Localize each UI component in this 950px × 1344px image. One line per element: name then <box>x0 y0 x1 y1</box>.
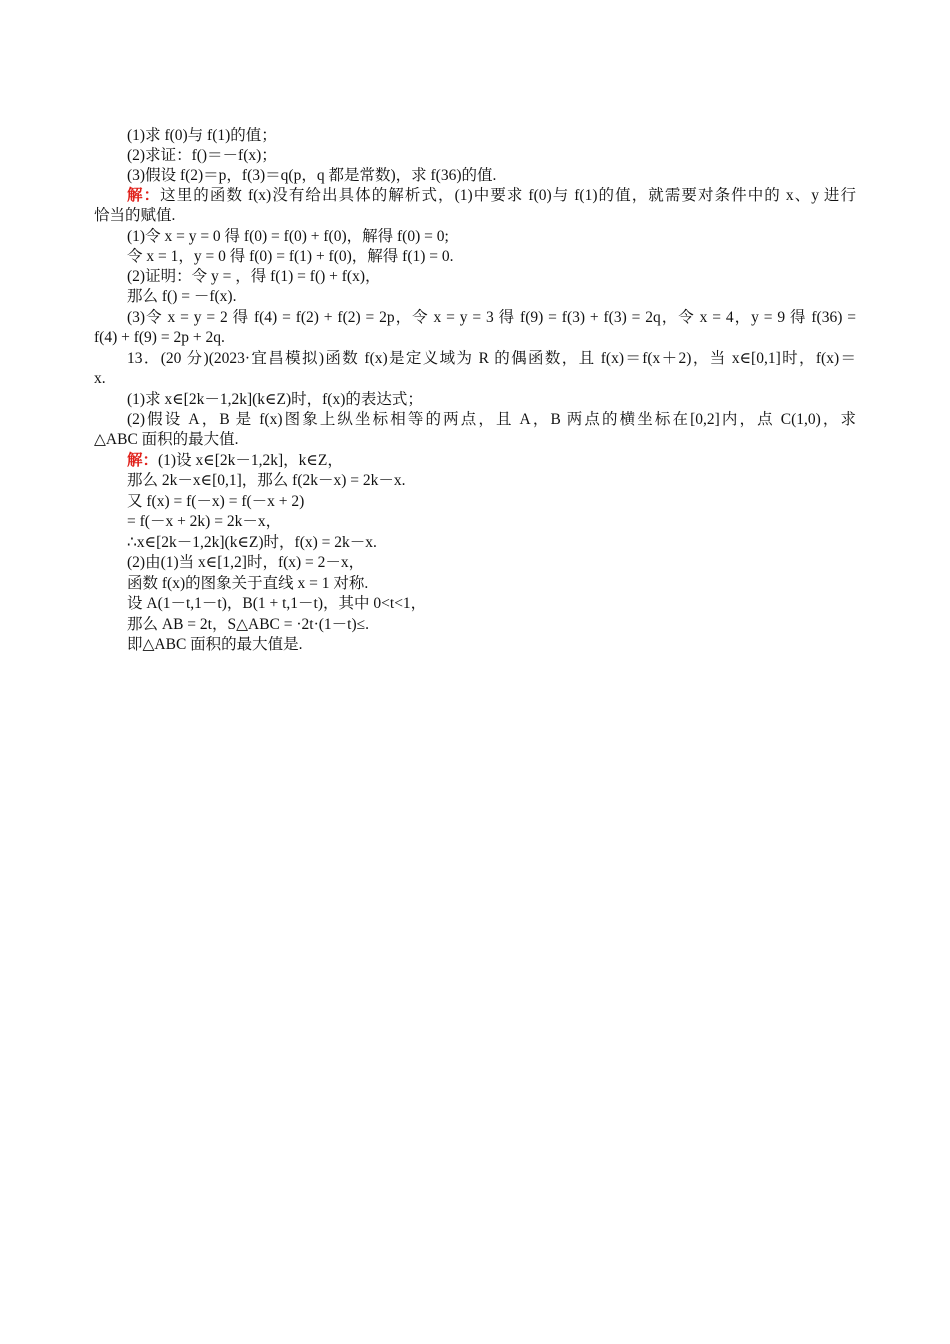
text-line: 那么 AB = 2t，S△ABC = ·2t·(1－t)≤. <box>127 616 369 633</box>
text-line: 那么 f() = －f(x). <box>127 288 237 305</box>
solution-label: 解： <box>127 452 159 469</box>
text-line: 即△ABC 面积的最大值是. <box>127 636 303 653</box>
text-line: (2)证明：令 y = ，得 f(1) = f() + f(x)， <box>127 268 381 285</box>
text-line: 那么 2k－x∈[0,1]，那么 f(2k－x) = 2k－x. <box>127 472 406 489</box>
text-line: (2)假设 A，B 是 f(x)图象上纵坐标相等的两点，且 A，B 两点的横坐标在[0,2]内，点 C(1,0)，求 <box>127 411 856 428</box>
text-line: (1)求 x∈[2k－1,2k](k∈Z)时，f(x)的表达式； <box>127 391 423 408</box>
text-line: 函数 f(x)的图象关于直线 x = 1 对称. <box>127 575 369 592</box>
text-line: (3)假设 f(2)＝p，f(3)＝q(p，q 都是常数)，求 f(36)的值. <box>127 167 497 184</box>
text-line: x. <box>94 370 106 387</box>
text-line: = f(－x + 2k) = 2k－x， <box>127 513 282 530</box>
solution-label: 解： <box>127 187 161 204</box>
text-line: (2)求证：f()＝－f(x)； <box>127 147 277 164</box>
text-line: 令 x = 1，y = 0 得 f(0) = f(1) + f(0)，解得 f(1) = 0. <box>127 248 454 265</box>
text-line: 又 f(x) = f(－x) = f(－x + 2) <box>127 493 305 510</box>
text-line: 设 A(1－t,1－t)，B(1 + t,1－t)，其中 0<t<1， <box>127 595 427 612</box>
text-line: (2)由(1)当 x∈[1,2]时，f(x) = 2－x， <box>127 554 365 571</box>
text-line: (1)令 x = y = 0 得 f(0) = f(0) + f(0)，解得 f(0) = 0; <box>127 228 449 245</box>
text-line: (3)令 x = y = 2 得 f(4) = f(2) + f(2) = 2p，令 x = y = 3 得 f(9) = f(3) + f(3) = 2q，令 x = 4，y = 9 得 f(36) = <box>127 309 856 326</box>
text-line: ∴x∈[2k－1,2k](k∈Z)时，f(x) = 2k－x. <box>127 534 377 551</box>
text-line: 恰当的赋值. <box>94 207 176 224</box>
text-line: (1)求 f(0)与 f(1)的值； <box>127 127 277 144</box>
text-line: 解：(1)设 x∈[2k－1,2k]，k∈Z， <box>127 452 343 469</box>
text-line: f(4) + f(9) = 2p + 2q. <box>94 329 225 346</box>
text-line: △ABC 面积的最大值. <box>94 431 239 448</box>
text-line: 13．(20 分)(2023·宜昌模拟)函数 f(x)是定义域为 R 的偶函数，且 f(x)＝f(x＋2)，当 x∈[0,1]时，f(x)＝ <box>127 350 856 367</box>
text-line: 解：这里的函数 f(x)没有给出具体的解析式，(1)中要求 f(0)与 f(1)的值，就需要对条件中的 x、y 进行 <box>127 187 856 204</box>
